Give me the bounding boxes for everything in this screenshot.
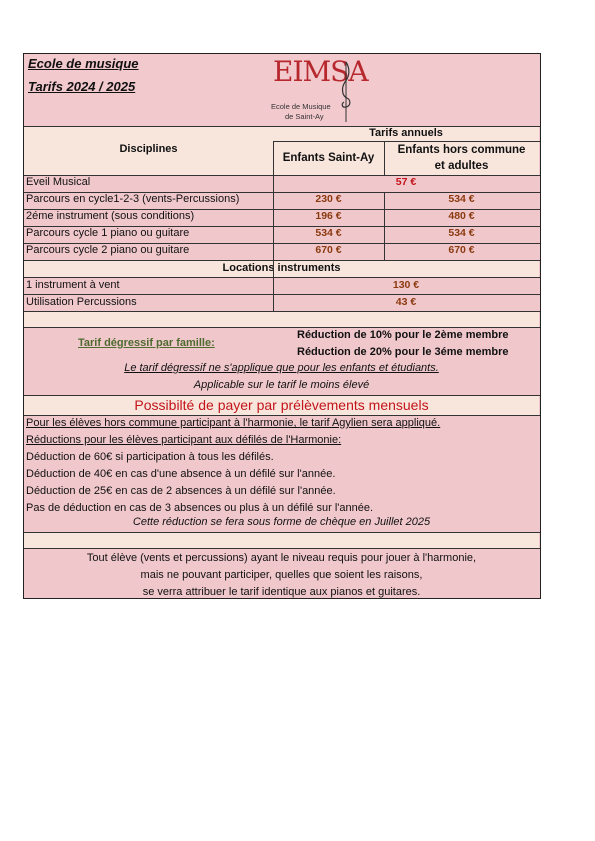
price-other: 670 € <box>448 244 475 256</box>
col-other-2: et adultes <box>434 160 489 172</box>
logo-letters: EIMSA <box>273 55 368 88</box>
harmonie-line-5: Déduction de 25€ en cas de 2 absences à un défilé sur l'année. <box>26 485 336 497</box>
price-local: 534 € <box>315 227 342 239</box>
rental-label: Utilisation Percussions <box>26 296 137 308</box>
footer-line-3: se verra attribuer le tarif identique aux pianos et guitares. <box>142 586 421 598</box>
col-disciplines: Disciplines <box>119 143 178 155</box>
price-other: 534 € <box>448 227 475 239</box>
harmonie-line-2: Réductions pour les élèves participant aux défilés de l'Harmonie: <box>26 434 342 446</box>
divider <box>24 532 540 533</box>
divider <box>24 175 540 176</box>
divider <box>24 243 540 244</box>
rental-price: 43 € <box>395 296 417 308</box>
divider <box>24 311 540 312</box>
family-label: Tarif dégressif par famille: <box>78 337 215 349</box>
divider <box>24 277 540 278</box>
rentals-title: Locations instruments <box>222 262 341 274</box>
rental-price: 130 € <box>392 279 420 291</box>
divider <box>24 395 540 396</box>
divider <box>24 260 540 261</box>
family-note-1: Le tarif dégressif ne s'applique que pour les enfants et étudiants. <box>124 362 439 374</box>
harmonie-line-4: Déduction de 40€ en cas d'une absence à un défilé sur l'année. <box>26 468 336 480</box>
divider <box>24 548 540 549</box>
school-logo <box>267 56 367 124</box>
price-other: 480 € <box>448 210 475 222</box>
rental-label: 1 instrument à vent <box>26 279 120 291</box>
divider <box>24 226 540 227</box>
spacer-band <box>24 532 539 548</box>
price-local: 670 € <box>315 244 342 256</box>
price-other: 534 € <box>448 193 475 205</box>
divider <box>24 415 540 416</box>
reduction-3: Réduction de 20% pour le 3éme membre <box>297 346 509 358</box>
row-label: Eveil Musical <box>26 176 91 188</box>
payment-title: Possibilté de payer par prélèvements mensuels <box>134 397 429 413</box>
clef-icon <box>339 60 353 124</box>
price-local: 230 € <box>315 193 342 205</box>
divider <box>384 141 385 175</box>
logo-line-1: Ecole de Musique <box>271 102 331 111</box>
group-header: Tarifs annuels <box>369 127 443 139</box>
divider <box>273 141 540 142</box>
season-title: Tarifs 2024 / 2025 <box>28 79 136 94</box>
family-note-2: Applicable sur le tarif le moins élevé <box>193 379 370 391</box>
col-local: Enfants Saint-Ay <box>282 152 375 164</box>
logo-line-2: de Saint-Ay <box>285 112 324 121</box>
divider <box>384 192 385 260</box>
divider <box>24 294 540 295</box>
harmonie-line-7: Cette réduction se fera sous forme de chèque en Juillet 2025 <box>132 516 431 528</box>
merged-price: 57 € <box>395 176 417 188</box>
divider <box>24 327 540 328</box>
row-label: Parcours cycle 2 piano ou guitare <box>26 244 190 256</box>
divider <box>273 141 274 311</box>
col-other-1: Enfants hors commune <box>397 144 526 156</box>
harmonie-line-3: Déduction de 60€ si participation à tous les défilés. <box>26 451 274 463</box>
harmonie-line-6: Pas de déduction en cas de 3 absences ou plus à un défilé sur l'année. <box>26 502 374 514</box>
reduction-2: Réduction de 10% pour le 2ème membre <box>297 329 509 341</box>
school-title: Ecole de musique <box>28 56 139 71</box>
divider <box>24 126 540 127</box>
footer-line-2: mais ne pouvant participer, quelles que soient les raisons, <box>140 569 423 581</box>
divider <box>24 209 540 210</box>
footer-line-1: Tout élève (vents et percussions) ayant le niveau requis pour jouer à l'harmonie, <box>86 552 477 564</box>
row-label: 2éme instrument (sous conditions) <box>26 210 195 222</box>
tariff-sheet <box>23 53 541 599</box>
harmonie-line-1: Pour les élèves hors commune participant à l'harmonie, le tarif Agylien sera appliqué. <box>26 417 441 429</box>
blank-row-band <box>24 311 539 327</box>
price-local: 196 € <box>315 210 342 222</box>
row-label: Parcours en cycle1-2-3 (vents-Percussions) <box>26 193 240 205</box>
divider <box>24 192 540 193</box>
row-label: Parcours cycle 1 piano ou guitare <box>26 227 190 239</box>
